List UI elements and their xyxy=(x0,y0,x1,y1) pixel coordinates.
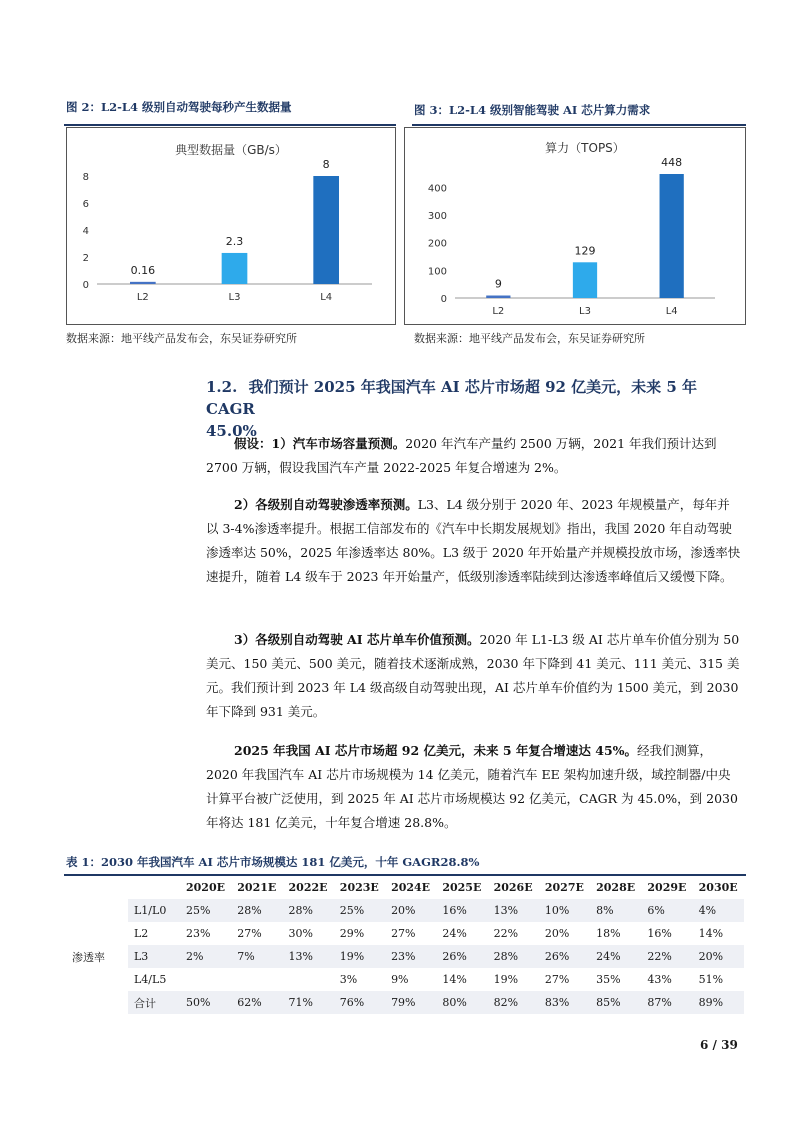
table1-year-header: 2030E xyxy=(698,881,738,894)
figure3-svg xyxy=(405,128,745,324)
table1-cell: 79% xyxy=(385,991,436,1014)
bar-value-label: 9 xyxy=(494,277,502,291)
table1-rowlabel-header xyxy=(128,876,180,899)
table1-grid xyxy=(66,876,744,1014)
table1-cell: 23% xyxy=(186,927,211,940)
table1-header-row xyxy=(66,876,744,899)
table1-corner xyxy=(66,876,128,899)
section-title-line1: 我们预计 2025 年我国汽车 AI 芯片市场超 92 亿美元，未来 5 年 CAGR xyxy=(206,378,698,418)
table1-year-header: 2020E xyxy=(186,881,225,894)
table1-year-header: 2021E xyxy=(237,881,277,894)
paragraph-3-text: 2020 年 L1-L3 级 AI 芯片单车价值分别为 50 美元、150 美元、500 美元，随着技术逐渐成熟，2030 年下降到 41 美元、111 美元、315 美元。我们预计到 2023 年 L4 级高级自动驾驶出现，AI 芯片单车价值约为 1500 美元，到 2030 年下降到 931 美元。 xyxy=(206,632,740,719)
table1-row-label: L3 xyxy=(128,945,180,968)
figure2-caption: 图 2：L2-L4 级别自动驾驶每秒产生数据量 xyxy=(66,100,292,114)
table1-cell: 14% xyxy=(442,973,467,986)
table1-cell: 2% xyxy=(180,945,231,968)
figure3-source: 数据来源：地平线产品发布会，东吴证券研究所 xyxy=(414,332,645,345)
x-tick-label: L2 xyxy=(136,292,149,303)
table1-cell: 27% xyxy=(237,927,262,940)
table1-row xyxy=(66,945,744,968)
bar-l4 xyxy=(660,174,684,298)
y-tick-label: 0 xyxy=(440,294,447,305)
table1-cell: 85% xyxy=(590,991,641,1014)
bar-value-label: 448 xyxy=(661,156,683,169)
table1-year-header: 2023E xyxy=(339,881,379,894)
table1-cell: 28% xyxy=(488,945,539,968)
table1-row-label: L2 xyxy=(134,927,149,940)
table1-row-label: 合计 xyxy=(128,991,180,1014)
y-tick-label: 400 xyxy=(427,183,447,195)
table1-cell: 4% xyxy=(693,899,744,922)
table1-cell: 23% xyxy=(385,945,436,968)
table1-cell: 27% xyxy=(391,927,416,940)
table1 xyxy=(66,876,744,1014)
table1-cell: 51% xyxy=(698,973,724,986)
table1-cell: 3% xyxy=(339,973,358,986)
table1-year-header: 2024E xyxy=(391,881,431,894)
table1-cell: 13% xyxy=(283,945,334,968)
table1-cell: 25% xyxy=(180,899,231,922)
table1-cell: 7% xyxy=(231,945,282,968)
paragraph-2 xyxy=(206,493,742,589)
table1-cell: 14% xyxy=(698,927,724,940)
bar-value-label: 2.3 xyxy=(225,234,244,248)
paragraph-3 xyxy=(206,628,742,724)
y-tick-label: 0 xyxy=(82,280,89,291)
paragraph-3-bold: 3）各级别自动驾驶 AI 芯片单车价值预测。 xyxy=(234,632,480,647)
y-tick-label: 6 xyxy=(82,199,89,210)
chart-title: 算力（TOPS） xyxy=(545,141,625,155)
y-tick-label: 300 xyxy=(427,210,447,222)
table1-cell: 28% xyxy=(283,899,334,922)
table1-cell: 82% xyxy=(488,991,539,1014)
paragraph-1-text: 2020 年汽车产量约 2500 万辆，2021 年我们预计达到 2700 万辆，假设我国汽车产量 2022-2025 年复合增速为 2%。 xyxy=(206,436,717,475)
paragraph-4-text: 经我们测算，2020 年我国汽车 AI 芯片市场规模为 14 亿美元，随着汽车 EE 架构加速升级，域控制器/中央计算平台被广泛使用，到 2025 年 AI 芯片市场规模达 92 亿美元，CAGR 为 45.0%，到 2030 年将达 181 亿美元，十年复合增速 28.8%。 xyxy=(206,743,738,830)
table1-year-header: 2022E xyxy=(288,881,328,894)
bar-l2 xyxy=(130,282,156,284)
section-number: 1.2. xyxy=(206,378,238,396)
table1-cell: 13% xyxy=(488,899,539,922)
table1-cell: 9% xyxy=(391,973,409,986)
figure2-source: 数据来源：地平线产品发布会，东吴证券研究所 xyxy=(66,332,297,345)
table1-year-header: 2029E xyxy=(647,881,687,894)
table1-cell: 16% xyxy=(436,899,487,922)
table1-year-header: 2027E xyxy=(544,881,584,894)
x-tick-label: L2 xyxy=(492,306,505,317)
table1-cell: 26% xyxy=(436,945,487,968)
table1-cell: 20% xyxy=(544,927,570,940)
table1-row xyxy=(66,991,744,1014)
bar-l3 xyxy=(573,262,597,298)
table1-cell: 8% xyxy=(590,899,641,922)
table1-row-label: L4/L5 xyxy=(134,973,167,986)
paragraph-1 xyxy=(206,432,742,480)
table1-group-label: 渗透率 xyxy=(66,899,128,1014)
table1-cell: 50% xyxy=(180,991,231,1014)
table1-year-header: 2028E xyxy=(596,881,636,894)
paragraph-4-bold: 2025 年我国 AI 芯片市场超 92 亿美元，未来 5 年复合增速达 45%。 xyxy=(234,743,638,758)
table1-cell: 29% xyxy=(339,927,365,940)
bar-l2 xyxy=(486,296,510,298)
figure3-rule xyxy=(412,124,746,126)
paragraph-2-bold: 2）各级别自动驾驶渗透率预测。 xyxy=(234,497,418,512)
y-tick-label: 2 xyxy=(82,253,89,264)
y-tick-label: 200 xyxy=(427,238,447,250)
bar-value-label: 0.16 xyxy=(130,263,156,277)
table1-cell: 35% xyxy=(596,973,621,986)
table1-cell: 83% xyxy=(539,991,590,1014)
bar-l4 xyxy=(313,176,339,284)
table1-cell: 24% xyxy=(590,945,641,968)
table1-cell: 19% xyxy=(334,945,385,968)
paragraph-4 xyxy=(206,739,742,835)
table1-caption: 表 1：2030 年我国汽车 AI 芯片市场规模达 181 亿美元，十年 GAGR28.8% xyxy=(66,855,480,869)
table1-cell: 18% xyxy=(596,927,621,940)
figure3-caption: 图 3：L2-L4 级别智能驾驶 AI 芯片算力需求 xyxy=(414,103,651,117)
table1-cell: 30% xyxy=(288,927,313,940)
bar-value-label: 129 xyxy=(574,244,596,258)
table1-year-header: 2026E xyxy=(493,881,533,894)
table1-cell: 10% xyxy=(539,899,590,922)
table1-cell: 24% xyxy=(442,927,467,940)
y-tick-label: 100 xyxy=(427,266,447,278)
paragraph-1-bold: 假设：1）汽车市场容量预测。 xyxy=(234,436,406,451)
table1-cell: 16% xyxy=(647,927,672,940)
figure3-chart xyxy=(404,127,746,325)
y-tick-label: 4 xyxy=(82,226,89,237)
table1-cell: 89% xyxy=(693,991,744,1014)
chart-title: 典型数据量（GB/s） xyxy=(175,143,287,157)
table1-cell: 20% xyxy=(385,899,436,922)
y-tick-label: 8 xyxy=(82,172,89,183)
table1-cell: 43% xyxy=(647,973,672,986)
section-title-line2: 45.0% xyxy=(206,422,257,440)
x-tick-label: L4 xyxy=(665,306,678,317)
bar-l3 xyxy=(222,253,248,284)
table1-cell: 22% xyxy=(641,945,692,968)
x-tick-label: L4 xyxy=(320,292,333,303)
table1-year-header: 2025E xyxy=(442,881,482,894)
table1-cell: 6% xyxy=(641,899,692,922)
table1-cell: 25% xyxy=(334,899,385,922)
figure2-rule xyxy=(64,124,396,126)
table1-cell xyxy=(180,968,231,991)
table1-cell: 80% xyxy=(436,991,487,1014)
table1-cell: 62% xyxy=(231,991,282,1014)
table1-cell: 87% xyxy=(641,991,692,1014)
table1-cell: 27% xyxy=(544,973,570,986)
table1-cell: 20% xyxy=(693,945,744,968)
table1-cell: 76% xyxy=(334,991,385,1014)
figure2-chart xyxy=(66,127,396,325)
table1-cell: 22% xyxy=(493,927,519,940)
table1-row xyxy=(66,922,744,945)
table1-cell: 19% xyxy=(493,973,519,986)
figure2-svg xyxy=(67,128,395,324)
table1-cell xyxy=(231,968,282,991)
x-tick-label: L3 xyxy=(228,292,241,303)
table1-cell xyxy=(283,968,334,991)
table1-cell: 71% xyxy=(283,991,334,1014)
paragraph-2-text: L3、L4 级分别于 2020 年、2023 年规模量产，每年并以 3-4%渗透率提升。根据工信部发布的《汽车中长期发展规划》指出，我国 2020 年自动驾驶渗透率达 50%，2025 年渗透率达 80%。L3 级于 2020 年开始量产并规模投放市场，渗透率快速提升，随着 L4 级车于 2023 年开始量产，低级别渗透率陆续到达渗透率峰值后又缓慢下降。 xyxy=(206,497,741,584)
bar-value-label: 8 xyxy=(322,158,330,171)
table1-row-label: L1/L0 xyxy=(128,899,180,922)
table1-row xyxy=(66,968,744,991)
table1-cell: 26% xyxy=(539,945,590,968)
page-number: 6 / 39 xyxy=(700,1038,738,1052)
table1-cell: 28% xyxy=(231,899,282,922)
x-tick-label: L3 xyxy=(579,306,591,317)
table1-row xyxy=(66,899,744,922)
